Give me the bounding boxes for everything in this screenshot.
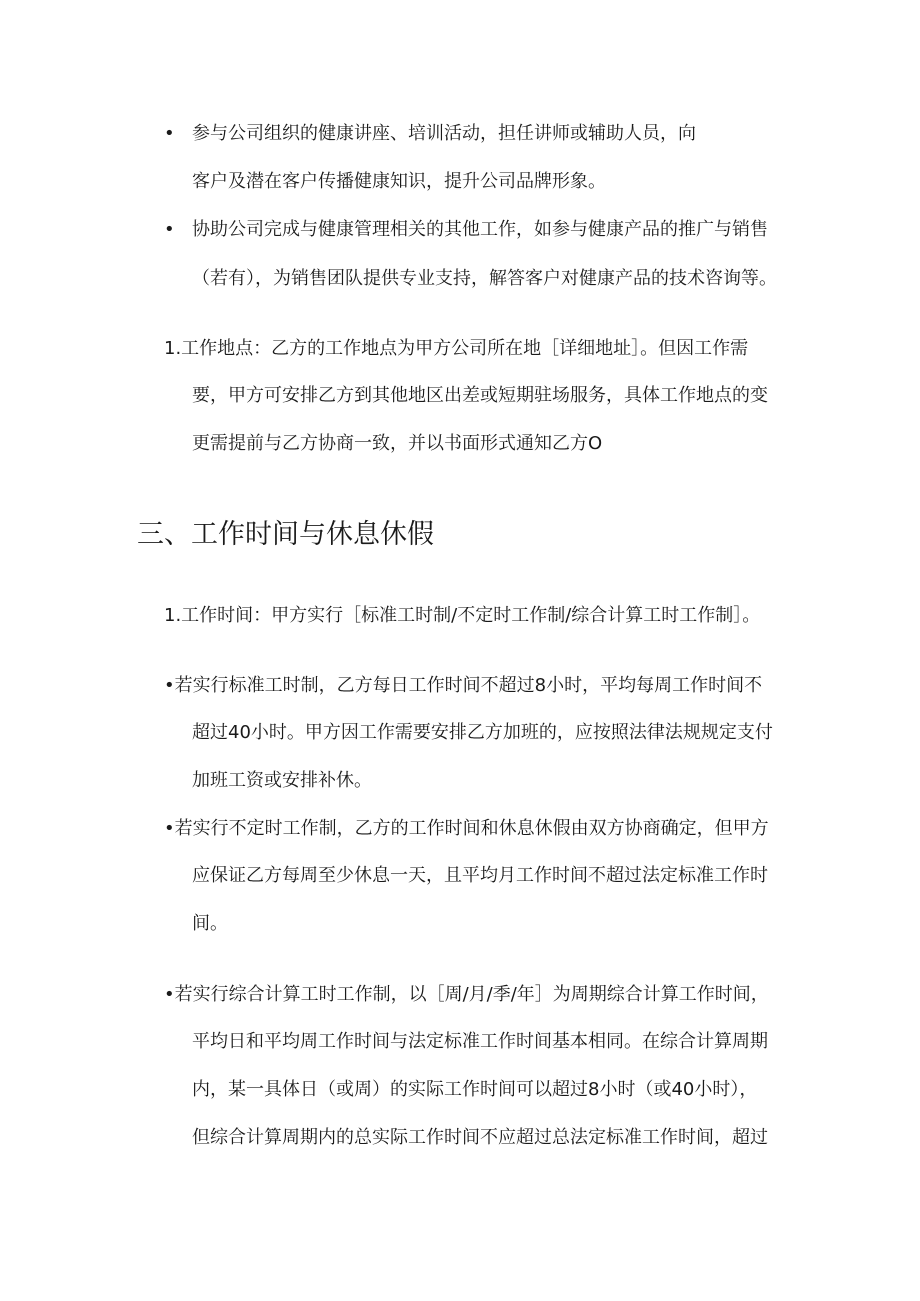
- bullet-1-line-2: 客户及潜在客户传播健康知识，提升公司品牌形象。: [192, 171, 606, 192]
- irregular-line-1: •若实行不定时工作制，乙方的工作时间和休息休假由双方协商确定，但甲方: [164, 818, 769, 839]
- bullet-marker: •: [164, 219, 175, 240]
- worktime-line: 1.工作时间：甲方实行［标准工时制/不定时工作制/综合计算工时工作制］。: [164, 605, 761, 626]
- standard-line-1: •若实行标准工时制，乙方每日工作时间不超过8小时，平均每周工作时间不: [164, 675, 763, 696]
- standard-line-3: 加班工资或安排补休。: [192, 770, 372, 791]
- irregular-line-2: 应保证乙方每周至少休息一天，且平均月工作时间不超过法定标准工作时: [192, 865, 768, 886]
- comprehensive-line-1: •若实行综合计算工时工作制，以［周/月/季/年］为周期综合计算工作时间，: [164, 984, 769, 1005]
- bullet-2-line-1: 协助公司完成与健康管理相关的其他工作，如参与健康产品的推广与销售: [192, 219, 768, 240]
- location-line-2: 要，甲方可安排乙方到其他地区出差或短期驻场服务，具体工作地点的变: [192, 385, 768, 406]
- location-line-3: 更需提前与乙方协商一致，并以书面形式通知乙方O: [192, 433, 603, 454]
- standard-line-2: 超过40小时。甲方因工作需要安排乙方加班的，应按照法律法规规定支付: [192, 722, 773, 743]
- comprehensive-line-4: 但综合计算周期内的总实际工作时间不应超过总法定标准工作时间，超过: [192, 1127, 768, 1148]
- irregular-line-3: 间。: [192, 913, 228, 934]
- location-line-1: 1.工作地点：乙方的工作地点为甲方公司所在地［详细地址］。但因工作需: [164, 338, 749, 359]
- bullet-marker: •: [164, 123, 175, 144]
- section-heading: 三、工作时间与休息休假: [137, 519, 434, 550]
- bullet-2-line-2: （若有），为销售团队提供专业支持，解答客户对健康产品的技术咨询等。: [192, 268, 777, 289]
- bullet-1-line-1: 参与公司组织的健康讲座、培训活动，担任讲师或辅助人员，向: [192, 123, 696, 144]
- comprehensive-line-2: 平均日和平均周工作时间与法定标准工作时间基本相同。在综合计算周期: [192, 1031, 768, 1052]
- comprehensive-line-3: 内，某一具体日（或周）的实际工作时间可以超过8小时（或40小时），: [192, 1079, 758, 1100]
